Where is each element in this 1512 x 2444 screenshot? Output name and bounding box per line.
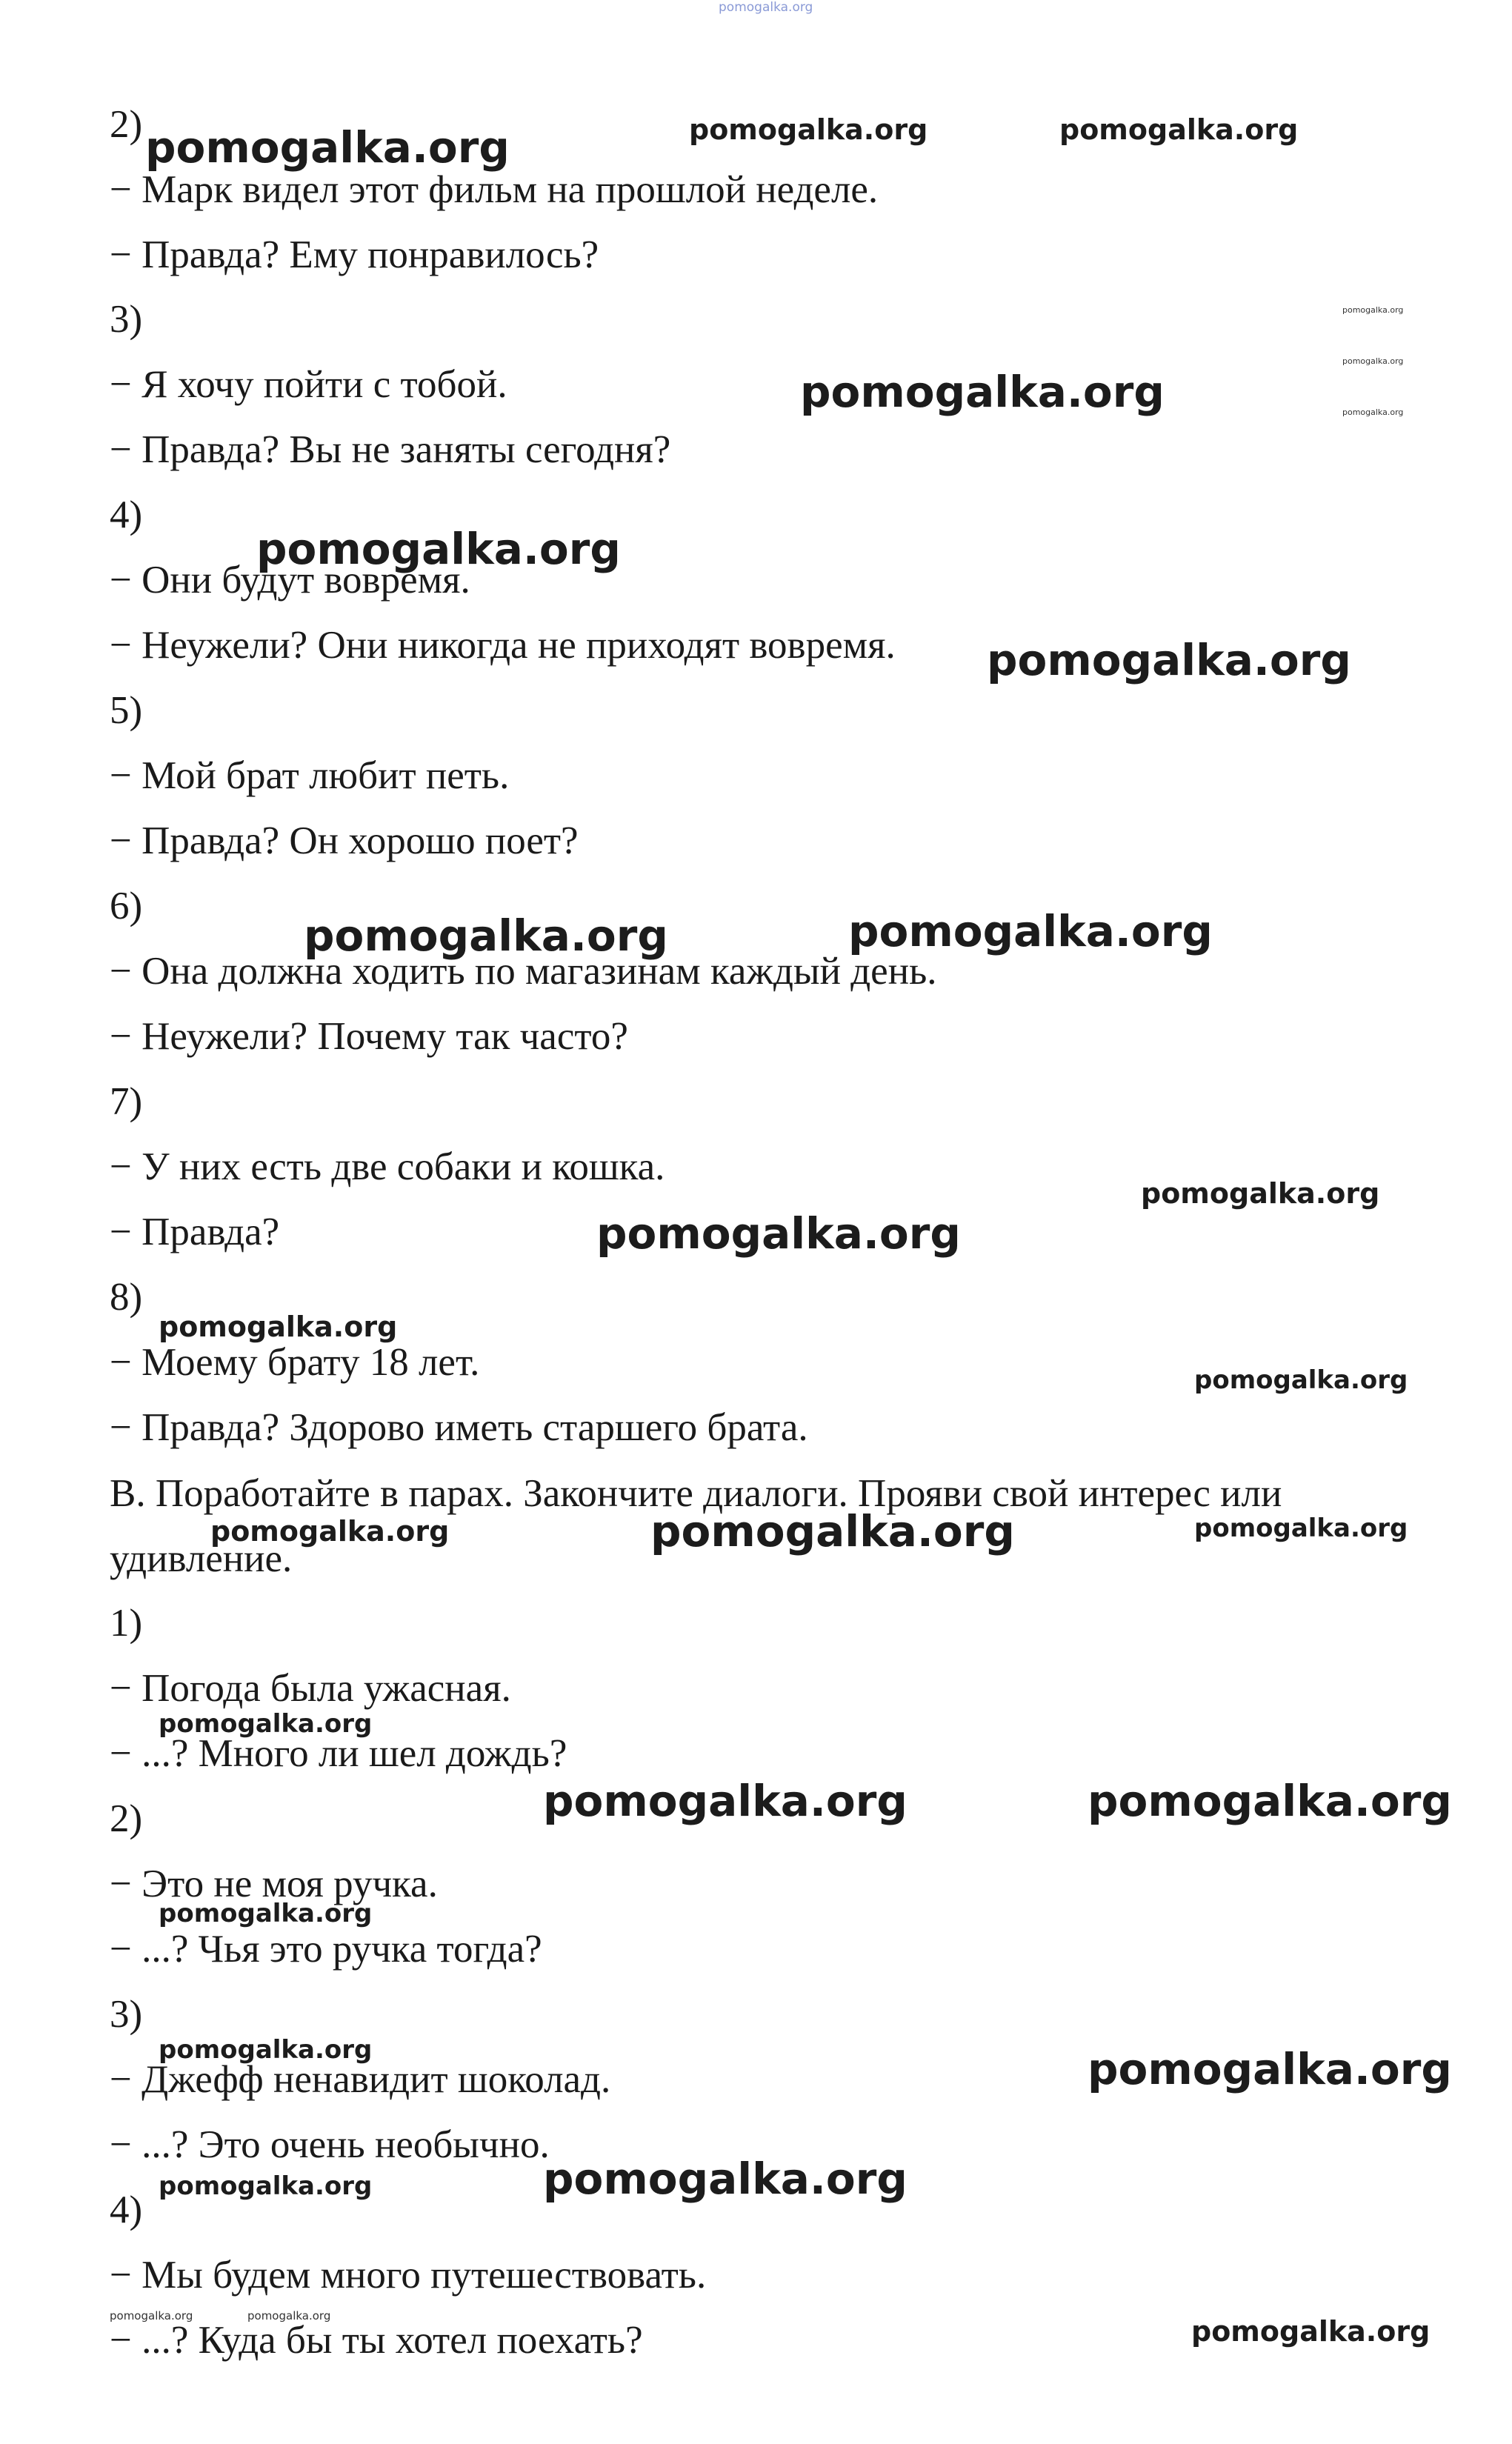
watermark: pomogalka.org xyxy=(1342,305,1404,315)
watermark: pomogalka.org xyxy=(159,2035,373,2065)
watermark: pomogalka.org xyxy=(543,1776,907,1826)
section-b-heading: B. Поработайте в парах. Закончите диалоги. Прояви свой интерес или xyxy=(110,1472,1282,1515)
watermark: pomogalka.org xyxy=(543,2154,907,2204)
watermark: pomogalka.org xyxy=(1342,407,1404,417)
item-number: 3) xyxy=(110,298,143,341)
dialogue-line: − Правда? Здорово иметь старшего брата. xyxy=(110,1406,808,1449)
watermark: pomogalka.org xyxy=(596,1208,961,1259)
dialogue-line: − Мы будем много путешествовать. xyxy=(110,2254,707,2297)
watermark: pomogalka.org xyxy=(689,113,928,146)
watermark: pomogalka.org xyxy=(1194,1514,1408,1543)
watermark: pomogalka.org xyxy=(1191,2315,1431,2348)
dialogue-line: − Правда? xyxy=(110,1211,280,1253)
item-number: 6) xyxy=(110,885,143,928)
item-number: 2) xyxy=(110,103,143,146)
dialogue-line: − Правда? Ему понравилось? xyxy=(110,233,599,276)
watermark: pomogalka.org xyxy=(1088,2044,1452,2094)
item-number: 4) xyxy=(110,2188,143,2231)
dialogue-line: − ...? Чья это ручка тогда? xyxy=(110,1928,542,1971)
dialogue-line: − У них есть две собаки и кошка. xyxy=(110,1145,665,1188)
item-number: 2) xyxy=(110,1797,143,1840)
item-number: 3) xyxy=(110,1993,143,2036)
section-b-heading-cont: удивление. xyxy=(110,1537,293,1580)
watermark: pomogalka.org xyxy=(650,1506,1015,1556)
watermark: pomogalka.org xyxy=(145,122,510,173)
dialogue-line: − Это не моя ручка. xyxy=(110,1862,438,1905)
dialogue-line: − Мой брат любит петь. xyxy=(110,754,510,797)
dialogue-line: − Неужели? Они никогда не приходят вовремя. xyxy=(110,624,896,667)
watermark: pomogalka.org xyxy=(110,2309,193,2323)
dialogue-line: − Марк видел этот фильм на прошлой неделе. xyxy=(110,168,879,211)
watermark: pomogalka.org xyxy=(159,1311,398,1343)
dialogue-line: − Джефф ненавидит шоколад. xyxy=(110,2058,611,2101)
dialogue-line: − Они будут вовремя. xyxy=(110,559,470,602)
watermark: pomogalka.org xyxy=(800,367,1165,417)
watermark: pomogalka.org xyxy=(848,906,1213,956)
item-number: 8) xyxy=(110,1276,143,1319)
dialogue-line: − Правда? Вы не заняты сегодня? xyxy=(110,428,671,471)
item-number: 1) xyxy=(110,1602,143,1645)
watermark: pomogalka.org xyxy=(1194,1365,1408,1395)
watermark: pomogalka.org xyxy=(1141,1177,1380,1210)
watermark: pomogalka.org xyxy=(159,1709,373,1739)
item-number: 5) xyxy=(110,689,143,732)
dialogue-line: − ...? Куда бы ты хотел поехать? xyxy=(110,2319,643,2362)
watermark: pomogalka.org xyxy=(1059,113,1299,146)
watermark: pomogalka.org xyxy=(1088,1776,1452,1826)
dialogue-line: − Она должна ходить по магазинам каждый день. xyxy=(110,950,937,993)
dialogue-line: − Я хочу пойти с тобой. xyxy=(110,363,507,406)
watermark: pomogalka.org xyxy=(987,635,1351,685)
dialogue-line: − Неужели? Почему так часто? xyxy=(110,1015,628,1058)
dialogue-line: − Погода была ужасная. xyxy=(110,1667,511,1710)
watermark: pomogalka.org xyxy=(256,524,621,574)
dialogue-line: − Правда? Он хорошо поет? xyxy=(110,819,579,862)
watermark: pomogalka.org xyxy=(159,1899,373,1928)
dialogue-line: − Моему брату 18 лет. xyxy=(110,1341,480,1384)
dialogue-line: − ...? Много ли шел дождь? xyxy=(110,1732,567,1775)
watermark: pomogalka.org xyxy=(159,2171,373,2201)
watermark: pomogalka.org xyxy=(210,1515,450,1548)
dialogue-line: − ...? Это очень необычно. xyxy=(110,2123,550,2166)
item-number: 7) xyxy=(110,1080,143,1123)
watermark: pomogalka.org xyxy=(304,910,668,961)
item-number: 4) xyxy=(110,493,143,536)
watermark: pomogalka.org xyxy=(247,2309,331,2323)
watermark: pomogalka.org xyxy=(1342,356,1404,366)
watermark: pomogalka.org xyxy=(719,0,813,15)
